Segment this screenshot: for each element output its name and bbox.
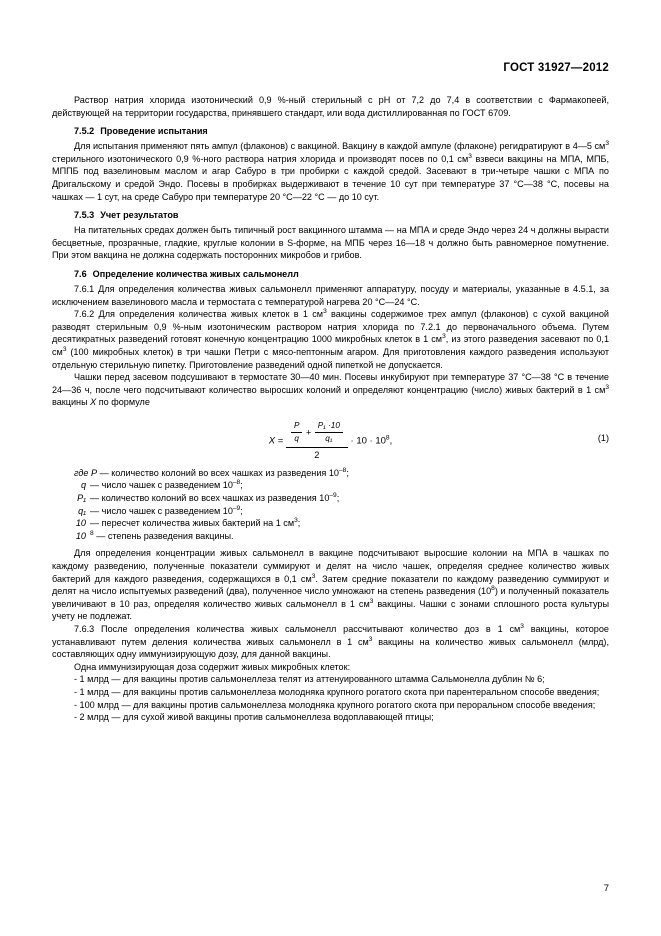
formula-numerator — [286, 420, 348, 448]
paragraph-7-5-3-body: На питательных средах должен быть типичный рост вакцинного штамма — на МПА и среде Эндо через 24 ч должны вырасти бесцветные, прозрачные, гладкие, круглые колонии в S-форме, на МПБ через 16—18 ч должно быть равномерное помутнение. При этом вакцина не должна содержать посторонних микробов и грибов. — [52, 225, 609, 261]
definition-text: — количество колоний во всех чашках из разведения 10 — [97, 467, 339, 478]
superscript-3: 3 — [368, 635, 373, 643]
paragraph-7-6-2: 7.6.2 Для определения количества живых клеток в 1 $см^3$ вакцины содержимое трех ампул (флаконов) с сухой вакциной разводят стерильным 0,9 %-ным изотоническим раствором натрия хлорида по 7.2.1 до первоначального объема. Путем десятикратных разведений готовят конечную концентрацию 1000 микробных клеток в 1 $см^3$, из этого разведения засевают по 0,1 $см^3$ (100 микробных клеток) в три чашки Петри с мясо-пептонным агаром. Для приготовления каждого разведения используют отдельную стерильную пипетку. Приготовление разведений одной пипеткой не допускается. — [52, 308, 609, 370]
definition-symbol: где Р — [74, 467, 98, 478]
definition-symbol: Р₁ — [77, 493, 86, 504]
definition-symbol: q₁ — [78, 505, 86, 516]
section-number: 7.5.2 — [74, 126, 95, 137]
formula-block — [52, 416, 609, 460]
section-heading-7-5-3 — [52, 209, 609, 222]
definition-row — [52, 492, 609, 505]
definition-exponent: –9 — [329, 492, 337, 500]
section-title: Определение количества живых сальмонелл — [92, 268, 299, 279]
superscript-8: 8 — [491, 585, 495, 593]
formula-fraction — [286, 420, 348, 462]
paragraph-intro: Раствор натрия хлорида изотонический 0,9 %-ный стерильный с рН от 7,2 до 7,4 в соответствии с Фармакопеей, действующей на территории государства, принявшего стандарт, или вода дистиллированная по ГОСТ 6709. — [52, 95, 609, 118]
paragraph-7-5-2-body: Для испытания применяют пять ампул (флаконов) с вакциной. Вакцину в каждой ампуле (флаконе) регидратируют в 4—5 $см^3$ стерильного изотонического 0,9 %-ного раствора натрия хлорида и производят посев по 0,1 $см^3$ взвеси вакцины на МПА, МПБ, МППБ под вазелиновым маслом и агар Сабуро в три пробирки с каждой средой. Засевают в три-четыре чашки с МПА по Дригальскому и средой Эндо. Посевы в пробирках выдерживают в течение 10 сут при температуре 37 °С—38 °С, посевы на чашках — 1 сут, на среде Сабуро при температуре 20 °С—22 °С — до 10 сут. — [52, 140, 609, 202]
page-number: 7 — [603, 883, 609, 894]
superscript-3: 3 — [311, 572, 316, 580]
section-heading-7-6 — [52, 268, 609, 281]
dose-item-2: - 1 млрд — для вакцины против сальмонеллеза молодняка крупного рогатого скота при парентеральном способе введения; — [74, 686, 600, 697]
section-number: 7.6 — [74, 268, 87, 279]
dose-item-1: - 1 млрд — для вакцины против сальмонеллеза телят из аттенуированного штамма Сальмонелла дублин № 6; — [74, 674, 545, 685]
formula-expression — [52, 420, 609, 462]
definition-exponent: –9 — [232, 504, 241, 512]
superscript-3: 3 — [520, 622, 524, 630]
formula-period: , — [389, 435, 393, 447]
section-heading-7-5-2 — [52, 125, 609, 138]
definition-exponent: –8 — [232, 479, 241, 487]
paragraph-incubation: Чашки перед засевом подсушивают в термостате 30—40 мин. Посевы инкубируют при температуре 37 °С—38 °С в течение 24—36 ч, после чего подсчитывают количество выросших колоний и определяют концентрацию (число) живых бактерий в 1 $см^3$ вакцины X по формуле — [52, 372, 609, 408]
section-title: Проведение испытания — [100, 126, 208, 137]
definition-row — [52, 467, 609, 480]
inner-fraction-left — [291, 420, 302, 446]
definition-tail: ; — [240, 505, 243, 516]
definition-text: — число чашек с разведением 10 — [90, 505, 233, 516]
dose-item-3: - 100 млрд — для вакцины против сальмонеллеза молодняка крупного рогатого скота при пероральном способе введения; — [74, 699, 596, 710]
variable-x: X — [90, 397, 97, 408]
document-body — [52, 94, 609, 724]
definition-tail: ; — [336, 493, 340, 504]
definition-tail: ; — [297, 518, 301, 529]
formula-denominator: 2 — [314, 450, 320, 461]
inner-right-top: P₁ ·10 — [315, 420, 343, 434]
formula-number: (1) — [597, 432, 609, 443]
formula-definitions — [52, 467, 609, 543]
superscript-3: 3 — [62, 345, 67, 353]
paragraph-concentration-calc: Для определения концентрации живых сальмонелл в вакцине подсчитывают выросшие колонии на МПА в чашках по каждому разведению, полученные показатели суммируют и делят на число чашек, определяя среднее количество живых бактерий для каждого разведения, содержащихся в 0,1 $см^3$. Затем средние показатели по каждому разведению суммируют и делят на число испытуемых разведений (два), полученное число умножают на степень разведения $(10^8)$ и полученный показатель увеличивают в 10 раз, определяя количество живых сальмонелл в 1 $см^3$ вакцины. Чашки с зонами сплошного роста культуры учету не подлежат. — [52, 548, 609, 622]
definition-exponent: –8 — [338, 466, 347, 474]
definition-text: — количество колоний во всех чашках из разведения 10 — [90, 493, 330, 504]
formula-lhs: X — [268, 435, 276, 447]
definition-text: — пересчет количества живых бактерий на 1 см — [90, 518, 295, 529]
definition-text: — число чашек с разведением 10 — [90, 480, 233, 491]
superscript-3: 3 — [605, 140, 609, 148]
formula-equals: = — [277, 435, 284, 447]
page-header: ГОСТ 31927—2012 — [503, 62, 609, 74]
paragraph-7-6-3: 7.6.3 После определения количества живых сальмонелл рассчитывают количество доз в 1 $см^3$ вакцины, которое устанавливают путем деления количества живых сальмонелл в 1 $см^3$ вакцины на количество живых сальмонелл (млрд), составляющих одну иммунизирующую дозу, для данной вакцины. — [52, 622, 609, 660]
inner-right-bot: q₁ — [325, 434, 333, 444]
definition-text: — степень разведения вакцины. — [93, 530, 234, 541]
definition-row — [52, 505, 609, 518]
definition-symbol: 10 — [75, 530, 86, 541]
definition-row — [52, 479, 609, 492]
superscript-3: 3 — [369, 597, 374, 605]
definition-tail: ; — [346, 467, 349, 478]
inner-left-top: P — [291, 420, 302, 434]
superscript-3: 3 — [442, 333, 446, 341]
inner-left-bot: q — [294, 434, 299, 444]
superscript-3: 3 — [323, 308, 327, 316]
definition-row — [52, 530, 609, 543]
section-number: 7.5.3 — [74, 210, 95, 221]
superscript-3: 3 — [605, 383, 609, 391]
definition-tail: ; — [240, 480, 243, 491]
definition-symbol: 10 — [75, 518, 86, 529]
section-title: Учет результатов — [100, 210, 179, 221]
dose-item-4: - 2 млрд — для сухой живой вакцины против сальмонеллеза водоплавающей птицы; — [74, 712, 434, 723]
plus-sign: + — [305, 427, 312, 438]
superscript-3: 3 — [468, 152, 472, 160]
definition-symbol: q — [80, 480, 86, 491]
definition-symbol-exponent: 8 — [90, 529, 94, 537]
definition-exponent: 3 — [294, 517, 298, 525]
formula-tail-exponent: 8 — [385, 434, 390, 442]
definition-row — [52, 517, 609, 530]
inner-fraction-right — [315, 420, 343, 446]
formula-tail: · 10 · 10 — [350, 435, 386, 447]
paragraph-dose-intro: Одна иммунизирующая доза содержит живых микробных клеток: — [74, 661, 351, 672]
paragraph-7-6-1: 7.6.1 Для определения количества живых сальмонелл применяют аппаратуру, посуду и материалы, указанные в 4.5.1, за исключением вазелинового масла и термостата с температурой нагрева 20 °С—24 °С. — [52, 283, 609, 307]
